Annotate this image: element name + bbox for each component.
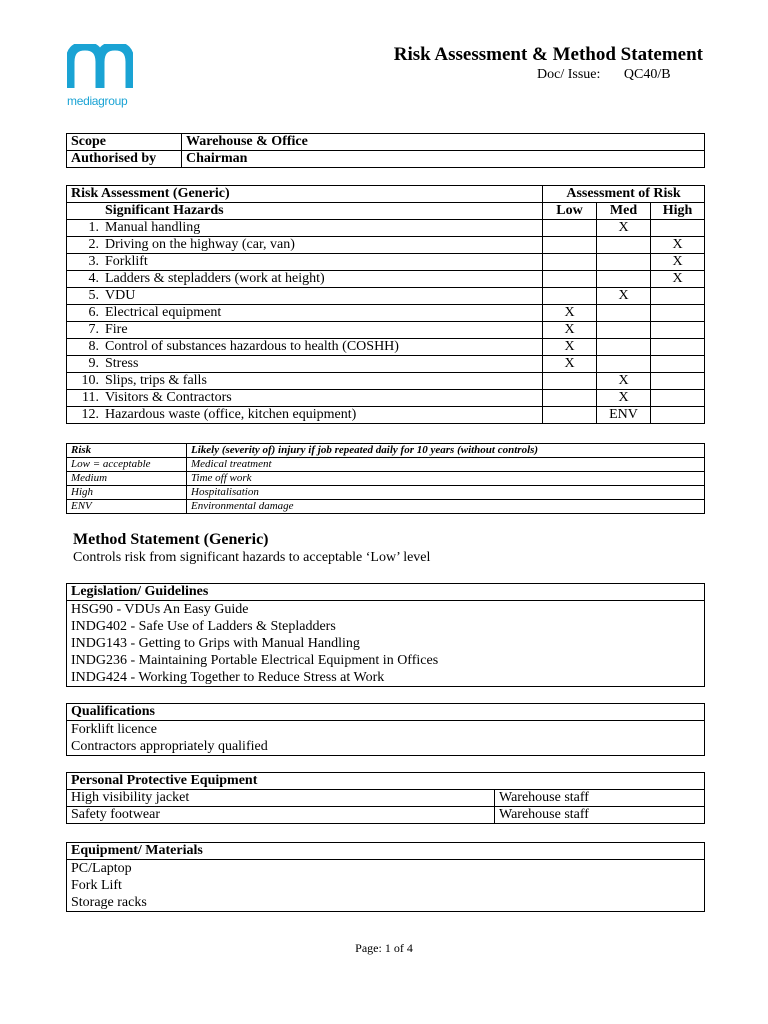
ppe-row: [67, 807, 705, 824]
rating-high: [651, 356, 705, 373]
hazard-name: VDU: [103, 288, 543, 305]
col-low: Low: [543, 203, 597, 220]
hazard-row: [67, 254, 705, 271]
ppe-header: Personal Protective Equipment: [67, 773, 705, 790]
rating-high: [651, 220, 705, 237]
hazards-header: Significant Hazards: [103, 203, 543, 220]
equipment-item: Storage racks: [71, 895, 147, 910]
rating-low: [543, 220, 597, 237]
rating-low: [543, 373, 597, 390]
hazard-row: [67, 237, 705, 254]
hazard-name: Slips, trips & falls: [103, 373, 543, 390]
hazard-number: 1.: [67, 220, 104, 237]
hazard-row: [67, 373, 705, 390]
logo-text: mediagroup: [67, 94, 128, 108]
rating-med: X: [597, 373, 651, 390]
rating-med: [597, 356, 651, 373]
rating-low: X: [543, 322, 597, 339]
legislation-item: INDG143 - Getting to Grips with Manual Handling: [71, 636, 360, 651]
equipment-box: [66, 842, 705, 912]
ppe-item: Safety footwear: [67, 807, 495, 824]
key-header-desc: Likely (severity of) injury if job repeated daily for 10 years (without controls): [187, 444, 705, 458]
hazard-number: 8.: [67, 339, 104, 356]
key-risk: High: [67, 486, 187, 500]
rating-high: [651, 288, 705, 305]
legislation-box: [66, 583, 705, 687]
authorised-label: Authorised by: [67, 151, 182, 168]
hazard-row: [67, 271, 705, 288]
ppe-who: Warehouse staff: [495, 807, 705, 824]
hazard-name: Forklift: [103, 254, 543, 271]
hazard-row: [67, 322, 705, 339]
ppe-table: [66, 772, 705, 824]
rating-high: [651, 407, 705, 424]
rating-high: [651, 305, 705, 322]
rating-low: X: [543, 339, 597, 356]
hazard-row: [67, 390, 705, 407]
doc-issue: [537, 67, 671, 83]
legislation-item: HSG90 - VDUs An Easy Guide: [71, 602, 249, 617]
rating-low: [543, 390, 597, 407]
ppe-row: [67, 790, 705, 807]
key-risk: Low = acceptable: [67, 458, 187, 472]
hazard-name: Hazardous waste (office, kitchen equipment): [103, 407, 543, 424]
authorised-value: Chairman: [182, 151, 705, 168]
hazard-row: [67, 407, 705, 424]
rating-low: X: [543, 356, 597, 373]
risk-key-table: [66, 443, 705, 514]
col-med: Med: [597, 203, 651, 220]
hazard-number: 7.: [67, 322, 104, 339]
rating-low: [543, 271, 597, 288]
page-number: Page: 1 of 4: [355, 941, 413, 955]
hazard-name: Manual handling: [103, 220, 543, 237]
equipment-item: Fork Lift: [71, 878, 122, 893]
qualifications-box: [66, 703, 705, 756]
hazard-name: Electrical equipment: [103, 305, 543, 322]
key-desc: Environmental damage: [187, 500, 705, 514]
rating-low: [543, 407, 597, 424]
rating-med: X: [597, 220, 651, 237]
hazard-name: Visitors & Contractors: [103, 390, 543, 407]
key-row: [67, 500, 705, 514]
ppe-who: Warehouse staff: [495, 790, 705, 807]
key-row: [67, 458, 705, 472]
hazard-name: Driving on the highway (car, van): [103, 237, 543, 254]
hazard-number: 6.: [67, 305, 104, 322]
rating-med: [597, 271, 651, 288]
hazard-number: 3.: [67, 254, 104, 271]
hazard-row: [67, 305, 705, 322]
hazard-number: 12.: [67, 407, 104, 424]
scope-label: Scope: [67, 134, 182, 151]
rating-med: X: [597, 288, 651, 305]
equipment-header: Equipment/ Materials: [67, 843, 704, 860]
risk-table-title: Risk Assessment (Generic): [67, 186, 543, 203]
qualifications-header: Qualifications: [67, 704, 704, 721]
doc-issue-label: Doc/ Issue:: [537, 67, 601, 82]
hazard-number: 5.: [67, 288, 104, 305]
method-title: Method Statement (Generic): [73, 531, 269, 548]
key-header-risk: Risk: [67, 444, 187, 458]
legislation-item: INDG424 - Working Together to Reduce Stress at Work: [71, 670, 385, 685]
doc-issue-value: QC40/B: [623, 67, 671, 82]
document-title: Risk Assessment & Method Statement: [393, 44, 703, 65]
rating-med: X: [597, 390, 651, 407]
key-risk: ENV: [67, 500, 187, 514]
rating-med: [597, 322, 651, 339]
company-logo: [67, 44, 137, 106]
logo-m-icon: [67, 44, 133, 88]
hazard-name: Fire: [103, 322, 543, 339]
legislation-item: INDG236 - Maintaining Portable Electrical Equipment in Offices: [71, 653, 439, 668]
hazard-name: Stress: [103, 356, 543, 373]
hazard-row: [67, 339, 705, 356]
legislation-item: INDG402 - Safe Use of Ladders & Stepladders: [71, 619, 336, 634]
hazard-name: Control of substances hazardous to health (COSHH): [103, 339, 543, 356]
method-subtitle: Controls risk from significant hazards to acceptable ‘Low’ level: [73, 550, 431, 565]
hazard-name: Ladders & stepladders (work at height): [103, 271, 543, 288]
rating-med: ENV: [597, 407, 651, 424]
ppe-item: High visibility jacket: [67, 790, 495, 807]
key-risk: Medium: [67, 472, 187, 486]
scope-value: Warehouse & Office: [182, 134, 705, 151]
key-row: [67, 472, 705, 486]
hazard-number: 11.: [67, 390, 104, 407]
rating-high: X: [651, 271, 705, 288]
scope-table: [66, 133, 705, 168]
rating-med: [597, 305, 651, 322]
rating-high: [651, 390, 705, 407]
key-desc: Time off work: [187, 472, 705, 486]
rating-high: X: [651, 254, 705, 271]
rating-high: [651, 322, 705, 339]
hazard-row: [67, 220, 705, 237]
equipment-item: PC/Laptop: [71, 861, 132, 876]
rating-low: X: [543, 305, 597, 322]
assessment-header: Assessment of Risk: [543, 186, 705, 203]
hazard-number: 10.: [67, 373, 104, 390]
qualification-item: Contractors appropriately qualified: [71, 739, 268, 754]
col-high: High: [651, 203, 705, 220]
hazard-number: 9.: [67, 356, 104, 373]
rating-med: [597, 339, 651, 356]
hazard-row: [67, 356, 705, 373]
key-desc: Medical treatment: [187, 458, 705, 472]
qualification-item: Forklift licence: [71, 722, 157, 737]
rating-low: [543, 288, 597, 305]
hazard-row: [67, 288, 705, 305]
rating-med: [597, 237, 651, 254]
rating-med: [597, 254, 651, 271]
rating-low: [543, 237, 597, 254]
key-desc: Hospitalisation: [187, 486, 705, 500]
rating-high: X: [651, 237, 705, 254]
key-row: [67, 486, 705, 500]
rating-low: [543, 254, 597, 271]
risk-assessment-table: [66, 185, 705, 424]
legislation-header: Legislation/ Guidelines: [67, 584, 704, 601]
rating-high: [651, 373, 705, 390]
rating-high: [651, 339, 705, 356]
hazard-number: 2.: [67, 237, 104, 254]
hazard-number: 4.: [67, 271, 104, 288]
